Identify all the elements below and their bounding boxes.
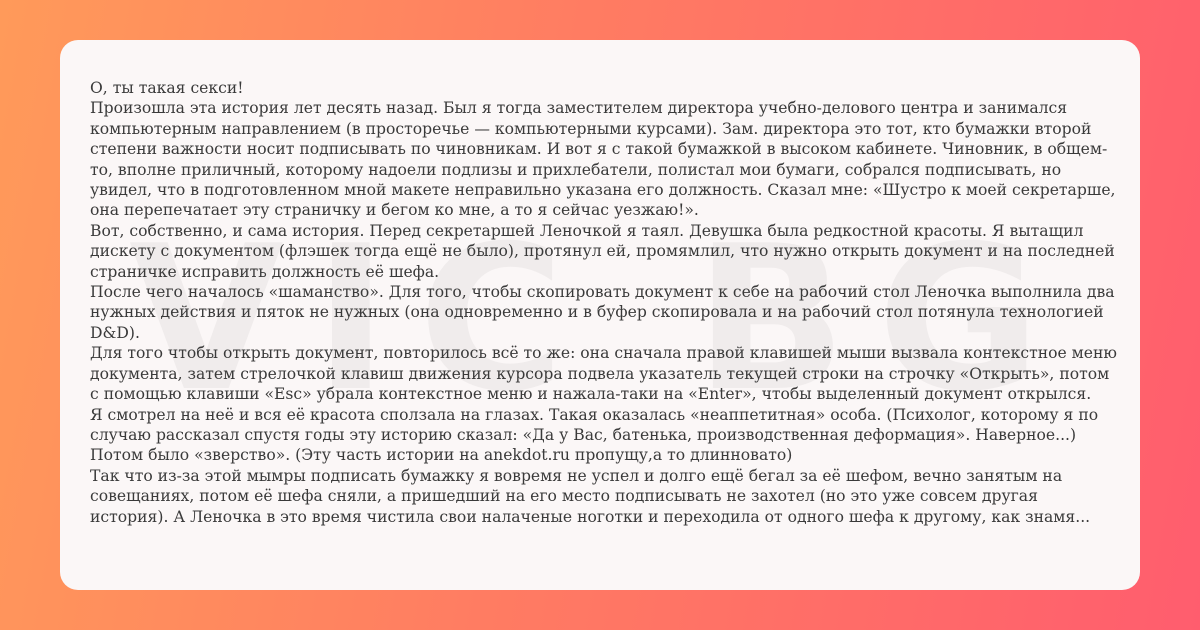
- story-paragraph: Вот, собственно, и сама история. Перед секретаршей Леночкой я таял. Девушка была редкостной красоты. Я вытащил дискету с документом (флэшек тогда ещё не было), протянул ей, промямлил, что нужно открыть документ и на последней страничке исправить должность её шефа.: [90, 221, 1115, 281]
- story-text: [90, 78, 1120, 527]
- story-paragraph: Произошла эта история лет десять назад. Был я тогда заместителем директора учебно-делового центра и занимался компьютерным направлением (в просторечье — компьютерными курсами). Зам. директора это тот, кто бумажки второй степени важности носит подписывать по чиновникам. И вот я с такой бумажкой в высоком кабинете. Чиновник, в общем-то, вполне приличный, которому надоели подлизы и прихлебатели, полистал мои бумаги, собрался подписывать, но увидел, что в подготовленном мной макете неправильно указана его должность. Сказал мне: «Шустро к моей секретарше, она перепечатает эту страничку и бегом ко мне, а то я сейчас уезжаю!».: [90, 99, 1116, 220]
- story-paragraph: Так что из-за этой мымры подписать бумажку я вовремя не успел и долго ещё бегал за её шефом, вечно занятым на совещаниях, потом её шефа сняли, а пришедший на его место подписывать не захотел (но это уже совсем другая история). А Леночка в это время чистила свои налаченые ноготки и переходила от одного шефа к другому, как знамя...: [90, 466, 1091, 526]
- story-paragraph: Я смотрел на неё и вся её красота сползала на глазах. Такая оказалась «неаппетитная» особа. (Психолог, которому я по случаю рассказал спустя годы эту историю сказал: «Да у Вас, батенька, производственная деформация». Наверное...): [90, 405, 1099, 444]
- story-paragraph: После чего началось «шаманство». Для того, чтобы скопировать документ к себе на рабочий стол Леночка выполнила два нужных действия и пяток не нужных (она одновременно и в буфер скопировала и на рабочий стол потянула технологией D&D).: [90, 283, 1115, 342]
- story-paragraph: Потом было «зверство». (Эту часть истории на anekdot.ru пропущу,а то длинновато): [90, 446, 793, 465]
- story-paragraph: О, ты такая секси!: [90, 79, 244, 97]
- story-card: [60, 40, 1140, 590]
- story-paragraph: Для того чтобы открыть документ, повторилось всё то же: она сначала правой клавишей мыши вызвала контекстное меню документа, затем стрелочкой клавиш движения курсора подвела указатель текущей строки на строчку «Открыть», потом с помощью клавиши «Esc» убрала контекстное меню и нажала-таки на «Enter», чтобы выделенный документ открылся.: [90, 344, 1118, 404]
